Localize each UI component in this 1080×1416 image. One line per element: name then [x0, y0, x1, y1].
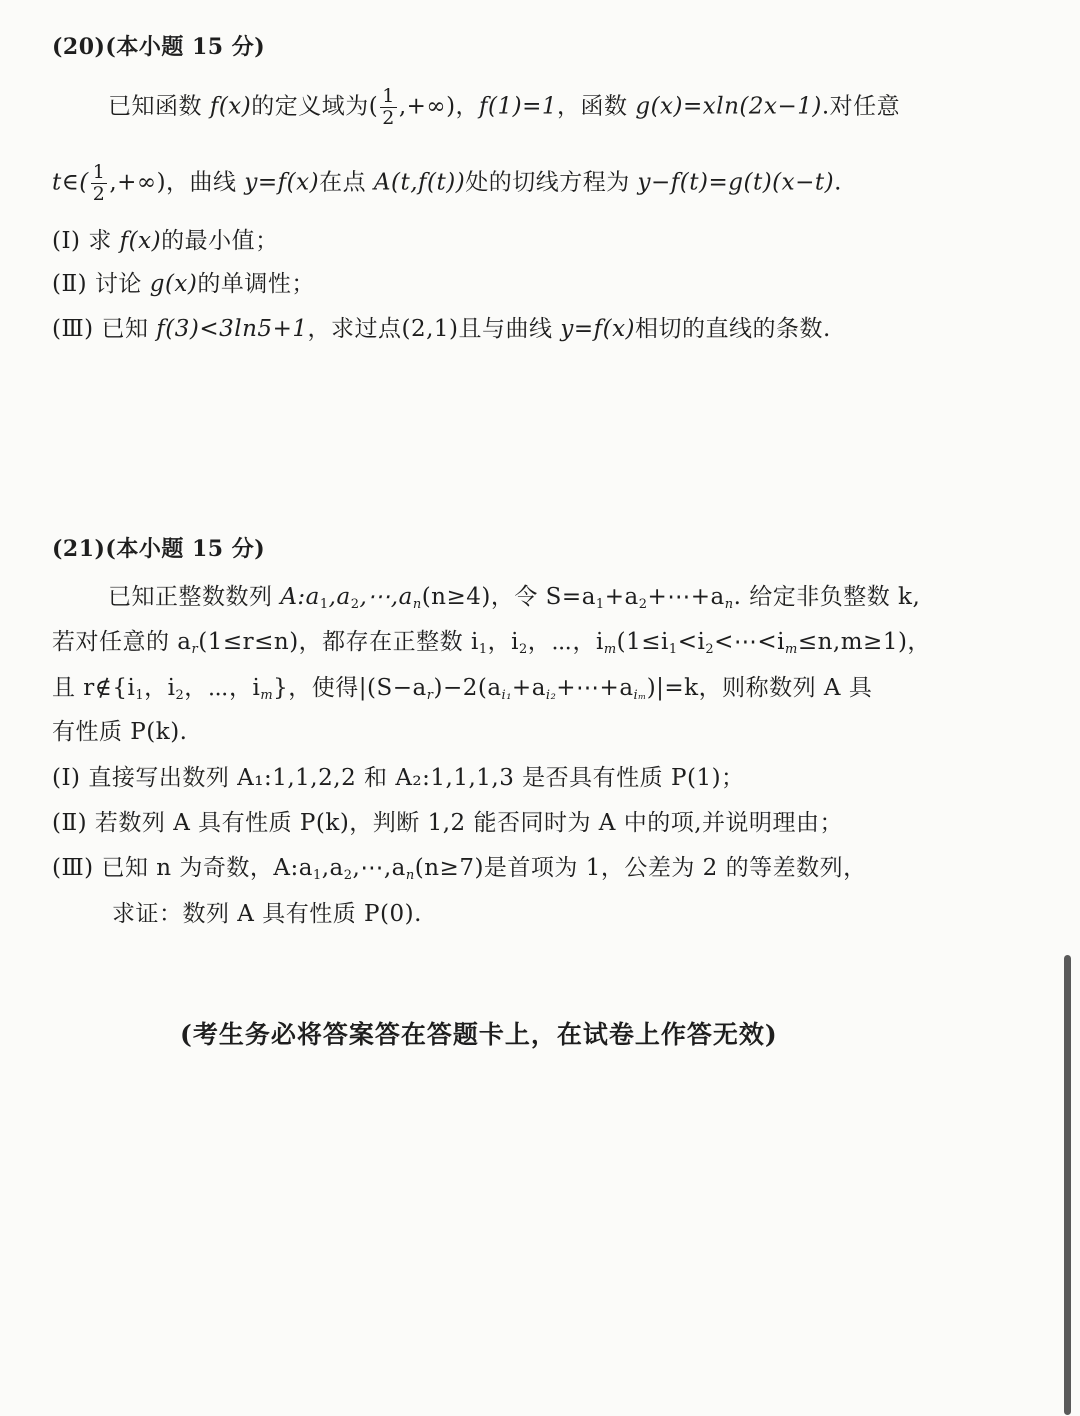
- text: t∈(: [52, 169, 89, 196]
- q21-line3: [52, 673, 872, 703]
- text: 讨论: [87, 271, 150, 297]
- text: ,⋯,a: [352, 855, 406, 881]
- math: ,a: [328, 584, 351, 610]
- subscript: m: [603, 642, 617, 657]
- frac-den: 2: [92, 183, 106, 205]
- math-cond: f(3)<3ln5+1: [156, 316, 308, 342]
- q21-part3: [52, 853, 867, 883]
- q21-line1: [108, 582, 920, 612]
- text: 的定义域为(: [251, 93, 379, 120]
- text: (n≥7)是首项为 1，公差为 2 的等差数列，: [414, 855, 867, 881]
- subscript: n: [724, 597, 734, 612]
- subscript: n: [412, 597, 422, 612]
- text: ，⋯，i: [527, 629, 604, 655]
- text: 求: [80, 228, 120, 254]
- text: ≤n,m≥1)，: [797, 629, 931, 655]
- text: 的最小值；: [161, 228, 279, 254]
- part-mark: (Ⅱ): [52, 271, 88, 297]
- math-curve: y=f(x): [244, 169, 320, 196]
- math: A:a: [280, 584, 320, 610]
- text: (Ⅲ) 已知 n 为奇数，A:a: [52, 855, 313, 881]
- text: +a: [604, 584, 639, 610]
- text: 已知: [93, 316, 157, 342]
- frac-den: 2: [382, 107, 395, 129]
- scrollbar[interactable]: [1064, 955, 1071, 1415]
- q20-header: (20)(本小题 15 分): [52, 34, 266, 60]
- q20-stem-line1: [108, 86, 900, 129]
- text: +⋯+a: [647, 584, 725, 610]
- subscript: i₁: [501, 688, 512, 703]
- q21-header: (21)(本小题 15 分): [52, 536, 266, 562]
- frac-num: 1: [382, 85, 395, 107]
- subscript: 2: [343, 868, 353, 883]
- text: )−2(a: [433, 675, 502, 701]
- subscript: 1: [668, 642, 678, 657]
- subscript: 2: [638, 597, 648, 612]
- q21-line4: 有性质 P(k).: [52, 719, 188, 745]
- q20-stem-line2: [52, 162, 842, 205]
- subscript: n: [405, 868, 415, 883]
- subscript: r: [426, 688, 434, 703]
- subscript: 1: [312, 868, 322, 883]
- text: ，函数: [557, 93, 636, 120]
- text: +a: [511, 675, 546, 701]
- part-mark: (Ⅲ): [52, 316, 94, 342]
- q20-part3: [52, 314, 831, 344]
- text: (1≤r≤n)，都存在正整数 i: [198, 629, 479, 655]
- math-f1: f(1)=1: [479, 93, 558, 120]
- subscript: i₂: [545, 688, 557, 703]
- subscript: 1: [478, 642, 488, 657]
- math-expr: g(x): [149, 271, 198, 297]
- subscript: 2: [350, 597, 360, 612]
- q20-part1: [52, 226, 279, 256]
- text: ，求过点(2,1)且与曲线: [307, 316, 561, 342]
- q21-part3-proof: 求证：数列 A 具有性质 P(0).: [112, 901, 422, 927]
- text: 已知函数: [108, 93, 210, 120]
- text: 相切的直线的条数.: [635, 316, 831, 342]
- text: <i: [677, 629, 706, 655]
- q21-part1: (Ⅰ) 直接写出数列 A₁:1,1,2,2 和 A₂:1,1,1,3 是否具有性质 P(1)；: [52, 765, 745, 791]
- text: 且 r∉{i: [52, 675, 136, 701]
- q21-part2: (Ⅱ) 若数列 A 具有性质 P(k)，判断 1,2 能否同时为 A 中的项,并说明理由；: [52, 810, 844, 836]
- subscript: 2: [519, 642, 528, 657]
- subscript: 1: [135, 688, 145, 703]
- text: (1≤i: [616, 629, 669, 655]
- math-expr: f(x): [119, 228, 162, 254]
- text: 已知正整数数列: [108, 584, 281, 610]
- math: ,⋯,a: [359, 584, 413, 610]
- math-fx: f(x): [209, 93, 252, 120]
- text: )|=k，则称数列 A 具: [646, 675, 873, 701]
- subscript: m: [260, 688, 274, 703]
- text: 处的切线方程为: [465, 169, 638, 196]
- text: 若对任意的 a: [52, 629, 192, 655]
- subscript: 2: [175, 688, 185, 703]
- text: <⋯<i: [714, 629, 786, 655]
- subscript: m: [785, 642, 798, 657]
- text: 在点: [319, 169, 374, 196]
- q21-line2: [52, 627, 931, 657]
- subscript: 2: [705, 642, 715, 657]
- text: ,+∞)，曲线: [109, 169, 245, 196]
- subscript: iₘ: [633, 688, 647, 703]
- subscript: 1: [595, 597, 605, 612]
- text: ，⋯，i: [184, 675, 261, 701]
- text: ，i: [144, 675, 176, 701]
- part-mark: (Ⅰ): [52, 228, 81, 254]
- text: ，i: [487, 629, 519, 655]
- subscript: 1: [319, 597, 329, 612]
- fraction-half: [380, 86, 397, 129]
- math-tangent: y−f(t)=g(t)(x−t): [637, 169, 835, 196]
- frac-num: 1: [92, 161, 106, 183]
- subscript: r: [191, 642, 199, 657]
- q20-part2: [52, 269, 315, 299]
- text: .对任意: [821, 93, 901, 120]
- footer-notice: (考生务必将答案答在答题卡上，在试卷上作答无效): [180, 1020, 778, 1049]
- text: .: [834, 169, 842, 196]
- text: (n≥4)，令 S=a: [421, 584, 596, 610]
- text: +⋯+a: [556, 675, 634, 701]
- fraction-half: [91, 162, 108, 205]
- math-curve: y=f(x): [560, 316, 636, 342]
- text: . 给定非负整数 k,: [733, 584, 921, 610]
- math-point: A(t,f(t)): [373, 169, 466, 196]
- text: }，使得|(S−a: [273, 675, 427, 701]
- math-gx: g(x)=xln(2x−1): [635, 93, 822, 120]
- text: ,+∞)，: [398, 93, 480, 120]
- text: ,a: [321, 855, 344, 881]
- text: 的单调性；: [197, 271, 315, 297]
